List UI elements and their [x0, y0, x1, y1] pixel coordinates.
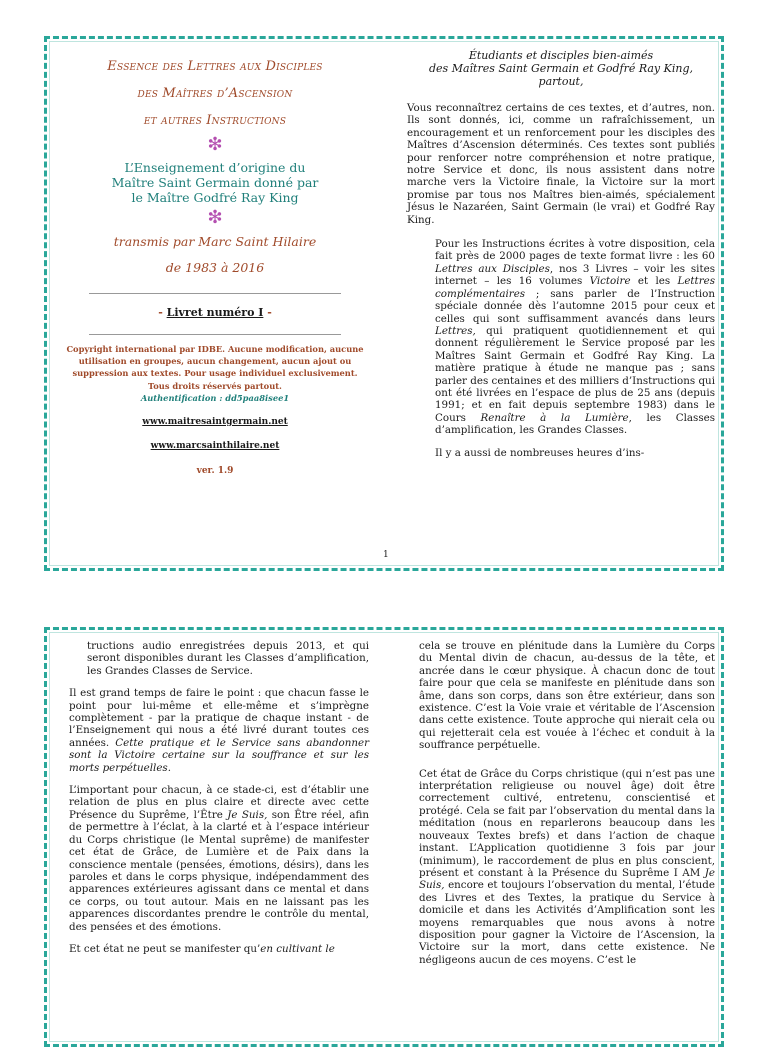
greeting-line-1: Étudiants et disciples bien-aimés [468, 49, 654, 62]
text-span: encore et toujours l’observation du mental, l’étude des Livres et des Textes, la pratique du Service à domicile et dans les Activités d’Amplification sont les moyens remarquables que nous avons à notre disposition pour gagner la Victoire de l’Ascension, la Victoire sur la mort, dans cette existence. Ne négligeons aucun de ces moyens. C’est le [419, 879, 715, 966]
page-2 [44, 627, 724, 1047]
point-paragraph [69, 687, 369, 774]
text-span: Et cet état ne peut se manifester qu’ [69, 942, 261, 955]
intro-column [407, 49, 715, 459]
text-span: Je Suis, [227, 808, 268, 821]
text-span: ; sans parler de l’Instruction spéciale donnée dès l’automne 2015 pour ceux et celles qui sont suffisamment avancés dans leurs [435, 287, 715, 325]
greeting-line-3: partout, [538, 75, 584, 88]
state-paragraph [69, 943, 369, 955]
right-column [419, 640, 715, 966]
version-label: ver. 1.9 [196, 466, 234, 477]
intro-paragraph: Vous reconnaîtrez certains de ces textes, et d’autres, non. Ils sont donnés, ici, comme un rafraîchissement, un encouragement et un renforcement pour les disciples des Maîtres d’Ascension déterminés. Ces textes sont publiés pour renforcer notre compréhension et notre pratique, notre Service et donc, ils nous assistent dans notre marche vers la Victoire finale, la Victoire sur la mort promise par tous nos Maîtres bien-aimés, spécialement Jésus le Nazaréen, Saint Germain (le vrai) et Godfré Ray King. [407, 102, 715, 226]
book-title-line-1: Essence des Lettres aux Disciples [107, 59, 323, 74]
copyright-notice: Copyright international par IDBE. Aucune modification, aucune utilisation en groupes, aucun changement, aucun ajout ou suppression aux textes. Pour usage individuel exclusivement. Tous droits réservés partout. [66, 344, 364, 391]
text-span: Lettres aux Disciples [435, 262, 550, 275]
left-column [69, 640, 369, 955]
grace-paragraph [419, 768, 715, 967]
greeting-line-2: des Maîtres Saint Germain et Godfré Ray King, [429, 62, 693, 75]
authentication-code: Authentification : dd5paa8isee1 [140, 392, 290, 403]
instructions-paragraph [435, 238, 715, 437]
text-span: qui pratiquent quotidiennement et qui donnent régulièrement le Service proposé par les Maîtres Saint Germain et Godfré Ray King. La matière pratique à étude ne manque pas ; sans parler des centaines et des milliers d’Instructions qui ont été livrées en l’espace de plus de 25 ans (depuis 1991; et en fait depuis septembre 1983) dans le Cours [435, 324, 715, 424]
booklet-number-label: Livret numéro I [166, 306, 264, 319]
author-credit: transmis par Marc Saint Hilaire [113, 234, 317, 249]
website-link-2[interactable]: www.marcsainthilaire.net [150, 441, 280, 452]
star-ornament-icon: ❇ [207, 207, 223, 228]
cover-column [65, 53, 365, 476]
page-1 [44, 36, 724, 571]
text-span: Cette pratique et le Service sans abandonner sont la Victoire certaine sur la souffrance et sur les morts perpétuelles. [69, 736, 370, 774]
date-range: de 1983 à 2016 [165, 260, 265, 275]
audio-paragraph-end: tructions audio enregistrées depuis 2013, et qui seront disponibles durant les Classes d’amplification, les Grandes Classes de Service. [87, 640, 369, 677]
text-span: Renaître à la Lumière [480, 411, 629, 424]
text-span: Victoire [589, 275, 631, 288]
divider [89, 293, 341, 294]
text-span: Lettres complémentaires [435, 275, 715, 300]
teaching-line-2: Maître Saint Germain donné par [111, 175, 319, 190]
website-link-1[interactable]: www.maitresaintgermain.net [142, 417, 288, 428]
text-span: Pour les Instructions écrites à votre disposition, cela fait près de 2000 pages de texte format livre : les 60 [435, 238, 715, 263]
book-title-line-2: des Maîtres d’Ascension [137, 86, 293, 101]
text-span: son Être réel, afin de permettre à l’éclat, à la clarté et à l’espace intérieur du Corps christique (le Mental suprême) de manifester cet état de Grâce, de Lumière et de Paix dans la conscience mentale (pensées, émotions, désirs), dans les paroles et dans le corps physique, indépendamment des apparences extérieures agissant dans ce mental et dans ce corps, ou tout autour. Mais en ne laissant pas les apparences discordantes prendre le contrôle du mental, des pensées et des émotions. [69, 808, 369, 933]
text-span: , nos 3 Livres – voir les sites internet – les 16 volumes [435, 262, 715, 288]
star-ornament-icon: ❇ [207, 134, 223, 155]
presence-paragraph [69, 784, 369, 933]
text-span: et les [630, 275, 678, 288]
teaching-line-3: le Maître Godfré Ray King [131, 190, 299, 205]
booklet-number: - Livret numéro I - [158, 306, 272, 319]
teaching-subtitle [65, 160, 365, 205]
teaching-line-1: L’Enseignement d’origine du [124, 160, 306, 175]
text-span: Lettres, [435, 324, 476, 337]
text-span: Je Suis, [419, 866, 715, 892]
text-span: Il est grand temps de faire le point : que chacun fasse le point pour lui-même et elle-même et s’imprègne complètement - par la pratique de chaque instant - de l’Enseignement qui nous a été livré durant toutes ces années. [69, 687, 369, 749]
page-number: 1 [383, 550, 389, 560]
divider [89, 334, 341, 335]
audio-paragraph-start: Il y a aussi de nombreuses heures d’ins- [435, 446, 645, 459]
text-span: , les Classes d’amplification, les Grandes Classes. [435, 411, 715, 437]
text-span: L’important pour chacun, à ce stade-ci, est d’établir une relation de plus en plus claire et directe avec cette Présence du Suprême, l’Être [69, 784, 369, 821]
text-span: en cultivant le [260, 942, 335, 955]
book-title-line-3: et autres Instructions [143, 113, 287, 128]
plenitude-paragraph: cela se trouve en plénitude dans la Lumière du Corps du Mental divin de chacun, au-dessus de la tête, et ancrée dans le cœur physique. À chacun donc de tout faire pour que cela se manifeste en plénitude dans son âme, dans son corps, dans son être extérieur, dans son existence. C’est la Voie vraie et véritable de l’Ascension dans cette existence. Toute approche qui nierait cela ou qui rejetterait cela est vouée à l’échec et conduit à la souffrance perpétuelle. [419, 640, 715, 752]
text-span: Cet état de Grâce du Corps christique (qui n’est pas une interprétation religieuse ou nouvel âge) doit être correctement cultivé, entretenu, conscientisé et protégé. Cela se fait par l’observation du mental dans la méditation (nous en reparlerons beaucoup dans les nouveaux Textes brefs) et dans l’action de chaque instant. L’Application quotidienne 3 fois par jour (minimum), le raccordement de plus en plus conscient, présent et constant à la Présence du Suprême I AM [419, 767, 715, 879]
